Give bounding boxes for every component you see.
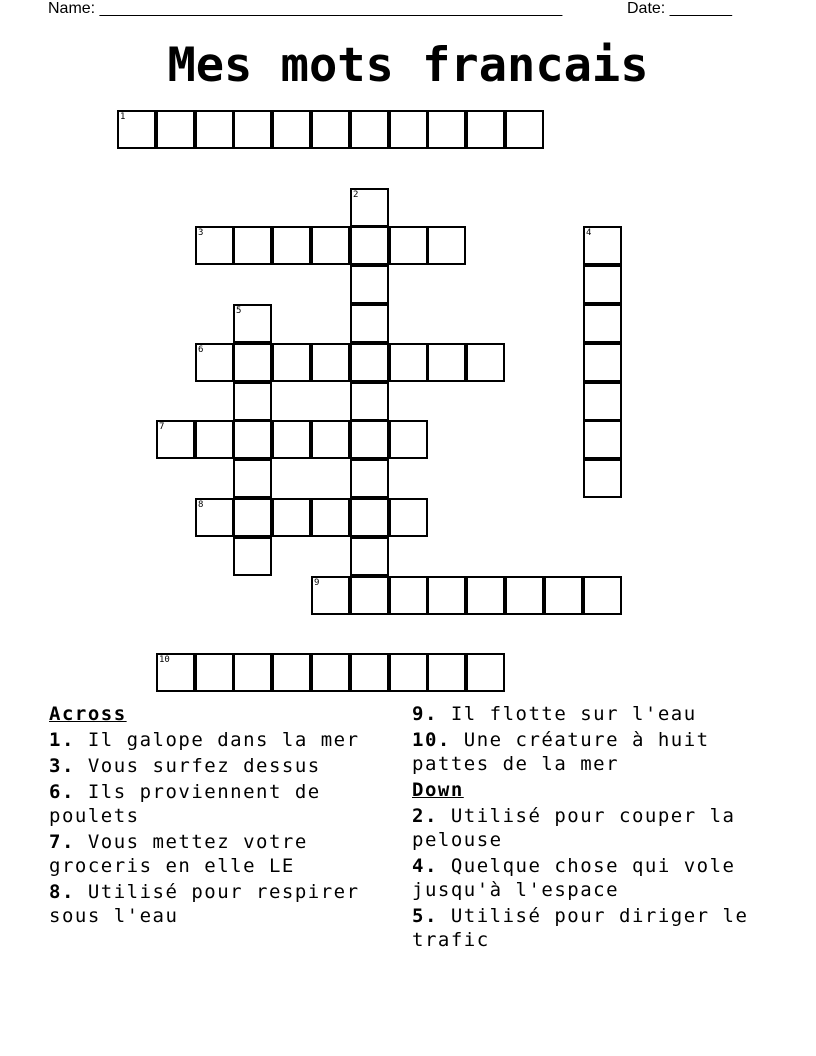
- clue-number: 8.: [49, 881, 75, 903]
- crossword-cell[interactable]: [350, 226, 389, 265]
- crossword-cell[interactable]: [389, 576, 428, 615]
- crossword-cell[interactable]: [156, 420, 195, 459]
- clue-item: [412, 904, 772, 952]
- crossword-cell[interactable]: [195, 110, 234, 149]
- crossword-cell[interactable]: [156, 110, 195, 149]
- crossword-cell[interactable]: [350, 265, 389, 304]
- crossword-cell[interactable]: [195, 343, 234, 382]
- crossword-cell[interactable]: [233, 653, 272, 692]
- cell-number: 5: [236, 306, 242, 316]
- crossword-cell[interactable]: [311, 110, 350, 149]
- crossword-cell[interactable]: [350, 459, 389, 498]
- crossword-cell[interactable]: [311, 576, 350, 615]
- crossword-cell[interactable]: [272, 653, 311, 692]
- cell-number: 2: [353, 190, 359, 200]
- crossword-cell[interactable]: [272, 110, 311, 149]
- crossword-cell[interactable]: [350, 420, 389, 459]
- crossword-cell[interactable]: [389, 110, 428, 149]
- cell-number: 8: [198, 500, 204, 510]
- clue-text: Utilisé pour diriger le trafic: [412, 905, 749, 951]
- page-title: Mes mots francais: [167, 38, 649, 93]
- clue-item: [49, 880, 369, 928]
- crossword-cell[interactable]: [233, 110, 272, 149]
- crossword-cell[interactable]: [233, 382, 272, 421]
- clues-column-right: [412, 702, 772, 954]
- crossword-cell[interactable]: [311, 343, 350, 382]
- clue-number: 5.: [412, 905, 438, 927]
- crossword-cell[interactable]: [427, 653, 466, 692]
- cell-number: 4: [586, 228, 592, 238]
- crossword-cell[interactable]: [389, 420, 428, 459]
- clue-number: 2.: [412, 805, 438, 827]
- across-heading: Across: [49, 703, 127, 725]
- crossword-cell[interactable]: [311, 498, 350, 537]
- crossword-cell[interactable]: [583, 226, 622, 265]
- cell-number: 10: [159, 655, 170, 665]
- crossword-cell[interactable]: [427, 226, 466, 265]
- clue-item: [49, 754, 369, 778]
- crossword-cell[interactable]: [272, 343, 311, 382]
- clue-item: [412, 854, 772, 902]
- clue-text: Ils proviennent de poulets: [49, 781, 321, 827]
- crossword-cell[interactable]: [389, 226, 428, 265]
- crossword-cell[interactable]: [583, 420, 622, 459]
- crossword-cell[interactable]: [583, 576, 622, 615]
- crossword-cell[interactable]: [583, 382, 622, 421]
- clue-item: [49, 780, 369, 828]
- crossword-cell[interactable]: [233, 304, 272, 343]
- clue-number: 6.: [49, 781, 75, 803]
- crossword-cell[interactable]: [505, 110, 544, 149]
- crossword-cell[interactable]: [233, 537, 272, 576]
- crossword-cell[interactable]: [272, 498, 311, 537]
- crossword-cell[interactable]: [466, 110, 505, 149]
- crossword-cell[interactable]: [350, 343, 389, 382]
- crossword-cell[interactable]: [233, 343, 272, 382]
- crossword-cell[interactable]: [350, 653, 389, 692]
- down-clue-list: [412, 804, 772, 952]
- crossword-cell[interactable]: [272, 420, 311, 459]
- crossword-cell[interactable]: [505, 576, 544, 615]
- clue-text: Vous mettez votre groceris en elle LE: [49, 831, 308, 877]
- crossword-cell[interactable]: [466, 653, 505, 692]
- crossword-cell[interactable]: [583, 304, 622, 343]
- cell-number: 1: [120, 112, 126, 122]
- clue-item: [412, 728, 772, 776]
- across-clue-list-continued: [412, 702, 772, 776]
- across-clue-list: [49, 728, 369, 928]
- crossword-cell[interactable]: [427, 343, 466, 382]
- crossword-cell[interactable]: [389, 653, 428, 692]
- crossword-cell[interactable]: [311, 420, 350, 459]
- crossword-cell[interactable]: [233, 226, 272, 265]
- crossword-cell[interactable]: [350, 382, 389, 421]
- crossword-cell[interactable]: [195, 653, 234, 692]
- clue-item: [412, 702, 772, 726]
- date-field-label: Date: _______: [627, 0, 732, 17]
- clue-number: 7.: [49, 831, 75, 853]
- clue-text: Il galope dans la mer: [74, 729, 360, 751]
- clue-number: 3.: [49, 755, 75, 777]
- crossword-cell[interactable]: [466, 343, 505, 382]
- clue-text: Utilisé pour couper la pelouse: [412, 805, 736, 851]
- crossword-cell[interactable]: [583, 265, 622, 304]
- clue-text: Vous surfez dessus: [74, 755, 321, 777]
- crossword-cell[interactable]: [195, 226, 234, 265]
- crossword-cell[interactable]: [117, 110, 156, 149]
- crossword-cell[interactable]: [233, 459, 272, 498]
- crossword-cell[interactable]: [350, 498, 389, 537]
- clue-text: Quelque chose qui vole jusqu'à l'espace: [412, 855, 736, 901]
- crossword-cell[interactable]: [233, 420, 272, 459]
- clue-number: 9.: [412, 703, 438, 725]
- cell-number: 7: [159, 422, 165, 432]
- crossword-cell[interactable]: [350, 304, 389, 343]
- crossword-cell[interactable]: [544, 576, 583, 615]
- crossword-cell[interactable]: [311, 653, 350, 692]
- crossword-cell[interactable]: [311, 226, 350, 265]
- crossword-cell[interactable]: [350, 110, 389, 149]
- crossword-cell[interactable]: [195, 498, 234, 537]
- crossword-cell[interactable]: [583, 459, 622, 498]
- clue-text: Utilisé pour respirer sous l'eau: [49, 881, 360, 927]
- clues-column-left: [49, 702, 369, 930]
- name-field-label: Name: ____________________________________________________: [48, 0, 563, 17]
- crossword-cell[interactable]: [233, 498, 272, 537]
- clue-number: 10.: [412, 729, 451, 751]
- crossword-cell[interactable]: [195, 420, 234, 459]
- clue-item: [49, 830, 369, 878]
- clue-number: 4.: [412, 855, 438, 877]
- crossword-cell[interactable]: [427, 110, 466, 149]
- cell-number: 6: [198, 345, 204, 355]
- clue-item: [412, 804, 772, 852]
- cell-number: 9: [314, 578, 320, 588]
- crossword-cell[interactable]: [466, 576, 505, 615]
- crossword-cell[interactable]: [427, 576, 466, 615]
- crossword-cell[interactable]: [156, 653, 195, 692]
- crossword-cell[interactable]: [350, 188, 389, 227]
- clue-number: 1.: [49, 729, 75, 751]
- clue-text: Une créature à huit pattes de la mer: [412, 729, 710, 775]
- down-heading: Down: [412, 779, 464, 801]
- crossword-cell[interactable]: [389, 498, 428, 537]
- cell-number: 3: [198, 228, 204, 238]
- crossword-cell[interactable]: [389, 343, 428, 382]
- crossword-cell[interactable]: [583, 343, 622, 382]
- clue-item: [49, 728, 369, 752]
- clue-text: Il flotte sur l'eau: [437, 703, 697, 725]
- crossword-cell[interactable]: [272, 226, 311, 265]
- crossword-cell[interactable]: [350, 537, 389, 576]
- crossword-cell[interactable]: [350, 576, 389, 615]
